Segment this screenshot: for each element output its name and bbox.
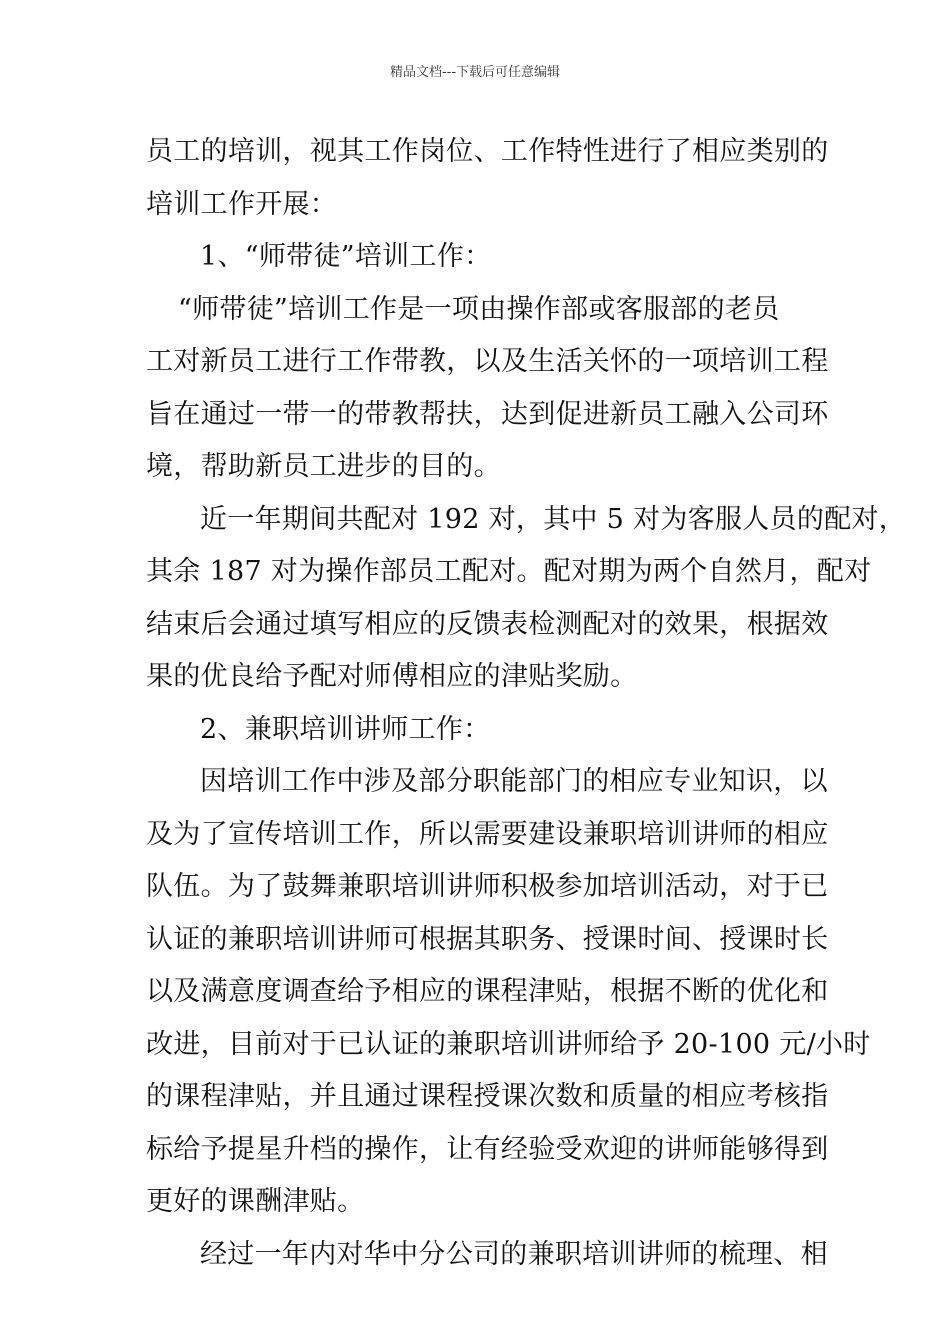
body-line: 员工的培训，视其工作岗位、工作特性进行了相应类别的	[146, 136, 829, 167]
body-line: “师带徒”培训工作是一项由操作部或客服部的老员	[178, 293, 780, 325]
body-line: 旨在通过一带一的带教帮扶，达到促进新员工融入公司环	[146, 398, 829, 430]
body-line: 近一年期间共配对 192 对，其中 5 对为客服人员的配对，	[200, 503, 907, 535]
body-line: 境，帮助新员工进步的目的。	[146, 451, 501, 482]
body-line: 的课程津贴，并且通过课程授课次数和质量的相应考核指	[146, 1081, 829, 1112]
body-line: 经过一年内对华中分公司的兼职培训讲师的梳理、相	[200, 1238, 828, 1270]
document-body	[146, 126, 907, 1281]
body-line: 以及满意度调查给予相应的课程津贴，根据不断的优化和	[146, 976, 829, 1007]
section-heading-instructors: 2、兼职培训讲师工作：	[200, 713, 491, 745]
body-line: 果的优良给予配对师傅相应的津贴奖励。	[146, 661, 638, 692]
page-header: 精品文档---下载后可任意编辑	[389, 65, 561, 80]
body-line: 认证的兼职培训讲师可根据其职务、授课时间、授课时长	[146, 923, 829, 955]
body-line: 培训工作开展：	[146, 188, 338, 220]
section-heading-mentorship: 1、“师带徒”培训工作：	[200, 241, 492, 272]
body-line: 改进，目前对于已认证的兼职培训讲师给予 20-100 元/小时	[146, 1028, 871, 1060]
body-line: 结束后会通过填写相应的反馈表检测配对的效果，根据效	[146, 608, 829, 640]
body-line: 队伍。为了鼓舞兼职培训讲师积极参加培训活动，对于已	[146, 871, 829, 902]
body-line: 及为了宣传培训工作，所以需要建设兼职培训讲师的相应	[146, 818, 829, 850]
body-line: 标给予提星升档的操作，让有经验受欢迎的讲师能够得到	[146, 1133, 829, 1165]
body-line: 更好的课酬津贴。	[146, 1186, 365, 1217]
body-line: 工对新员工进行工作带教，以及生活关怀的一项培训工程	[146, 346, 829, 377]
body-line: 其余 187 对为操作部员工配对。配对期为两个自然月，配对	[146, 556, 872, 587]
body-line: 因培训工作中涉及部分职能部门的相应专业知识，以	[200, 766, 828, 797]
